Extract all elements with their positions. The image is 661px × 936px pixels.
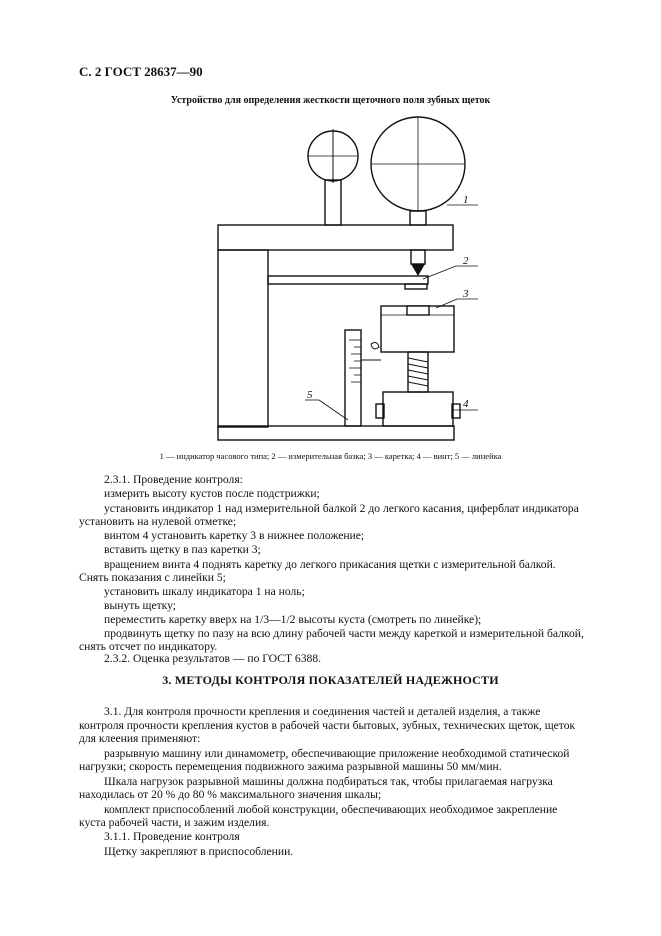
paragraph: 3.1.1. Проведение контроля (104, 830, 240, 843)
paragraph: вынуть щетку; (104, 599, 176, 612)
left-column (218, 250, 268, 427)
measuring-bar-tip (405, 284, 427, 289)
measuring-bar (268, 276, 428, 284)
paragraph: нагрузки; скорость перемещения подвижного зажима разрывной машины 50 мм/мин. (79, 760, 502, 773)
paragraph: Щетку закрепляют в приспособлении. (104, 845, 294, 858)
callout-4: 4 (463, 398, 469, 410)
callout-5: 5 (307, 389, 313, 401)
figure-caption: 1 — индикатор часового типа; 2 — измерительная базка; 3 — каретка; 4 — винт; 5 — линейка (159, 451, 502, 461)
device-drawing (0, 0, 661, 460)
paragraph: разрывную машину или динамометр, обеспечивающие приложение необходимой статической (104, 747, 570, 760)
page-header: С. 2 ГОСТ 28637—90 (79, 64, 203, 79)
plunger (411, 250, 425, 264)
callout-3: 3 (463, 288, 469, 300)
gauge-stem (325, 180, 341, 225)
paragraph: Снять показания с линейки 5; (79, 571, 226, 584)
paragraph: вращением винта 4 поднять каретку до легкого прикасания щетки с измерительной балкой. (104, 558, 556, 571)
paragraph: установить на нулевой отметке; (79, 515, 237, 528)
paragraph: Шкала нагрузок разрывной машины должна подбираться так, чтобы прилагаемая нагрузка (104, 775, 553, 788)
paragraph: винтом 4 установить каретку 3 в нижнее положение; (104, 529, 365, 542)
paragraph: 2.3.2. Оценка результатов — по ГОСТ 6388. (104, 652, 322, 665)
carriage-slot (407, 306, 429, 315)
section-heading: 3. МЕТОДЫ КОНТРОЛЯ ПОКАЗАТЕЛЕЙ НАДЕЖНОСТИ (162, 673, 499, 687)
paragraph: 2.3.1. Проведение контроля: (104, 473, 243, 486)
paragraph: вставить щетку в паз каретки 3; (104, 543, 261, 556)
paragraph: переместить каретку вверх на 1/3—1/2 высоты куста (смотреть по линейке); (104, 613, 482, 626)
indicator-neck (410, 211, 426, 225)
paragraph: контроля прочности крепления кустов в рабочей части бытовых, зубных, технических щеток, щеток (79, 719, 576, 732)
callout-1: 1 (463, 194, 469, 206)
figure-title: Устройство для определения жесткости щеточного поля зубных щеток (170, 95, 491, 106)
paragraph: 3.1. Для контроля прочности крепления и соединения частей и деталей изделия, а также (104, 705, 541, 718)
paragraph: куста рабочей части, и зажим изделия. (79, 816, 270, 829)
paragraph: снять отсчет по индикатору. (79, 640, 218, 653)
bottom-base (218, 426, 454, 440)
ruler (345, 330, 361, 426)
paragraph: установить шкалу индикатора 1 на ноль; (104, 585, 305, 598)
base-block (383, 392, 453, 426)
callout-2: 2 (463, 255, 469, 267)
paragraph: комплект приспособлений любой конструкции, обеспечивающих необходимое закрепление (104, 803, 558, 816)
paragraph: измерить высоту кустов после подстрижки; (104, 487, 320, 500)
paragraph: продвинуть щетку по пазу на всю длину рабочей части между кареткой и измерительной балкой, (104, 627, 584, 640)
top-beam (218, 225, 453, 250)
paragraph: установить индикатор 1 над измерительной балкой 2 до легкого касания, циферблат индикатора (104, 502, 579, 515)
paragraph: для клеения применяют: (79, 732, 201, 745)
paragraph: находилась от 20 % до 80 % максимального значения шкалы; (79, 788, 382, 801)
